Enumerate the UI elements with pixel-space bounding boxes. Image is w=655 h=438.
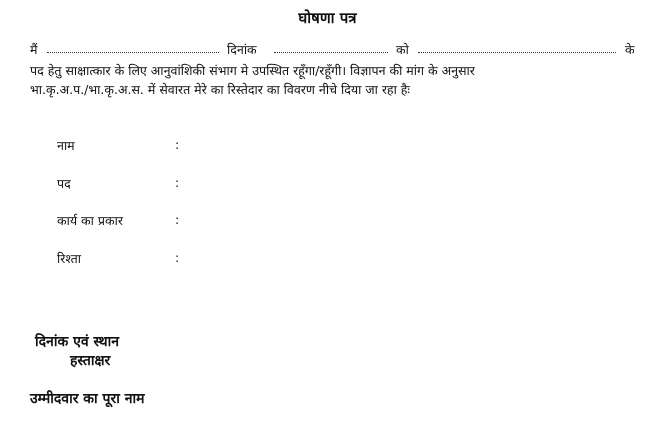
- declaration-line-2: पद हेतु साक्षात्कार के लिए आनुवांशिकी संभाग मे उपस्थित रहूँगा/रहूँगी। विज्ञापन की मांग के अनुसार: [30, 63, 475, 78]
- document-title: घोषणा पत्र: [298, 9, 357, 27]
- date-and-place-label: दिनांक एवं स्थान: [35, 334, 119, 350]
- line1-word-end: के: [625, 42, 635, 57]
- field-label-name: नाम: [57, 138, 75, 153]
- field-label-post: पद: [57, 176, 71, 191]
- field-colon-name: :: [175, 137, 180, 152]
- field-colon-relation: :: [175, 250, 180, 265]
- field-label-relation: रिश्ता: [57, 251, 82, 266]
- line1-word-date: दिनांक: [227, 42, 257, 57]
- date-blank: [274, 52, 388, 53]
- declaration-line-3: भा.कृ.अ.प./भा.कृ.अ.स. में सेवारत मेरे का रिस्तेदार का विवरण नीचे दिया जा रहा हैः: [30, 82, 410, 97]
- field-colon-post: :: [175, 175, 180, 190]
- post-blank: [418, 52, 616, 53]
- signature-label: हस्ताक्षर: [70, 353, 111, 369]
- line1-word-main: मैं: [30, 42, 38, 57]
- candidate-full-name-label: उम्मीदवार का पूरा नाम: [30, 391, 145, 407]
- line1-word-to: को: [396, 42, 409, 57]
- field-colon-work-type: :: [175, 212, 180, 227]
- name-blank: [47, 52, 219, 53]
- field-label-work-type: कार्य का प्रकार: [57, 213, 123, 228]
